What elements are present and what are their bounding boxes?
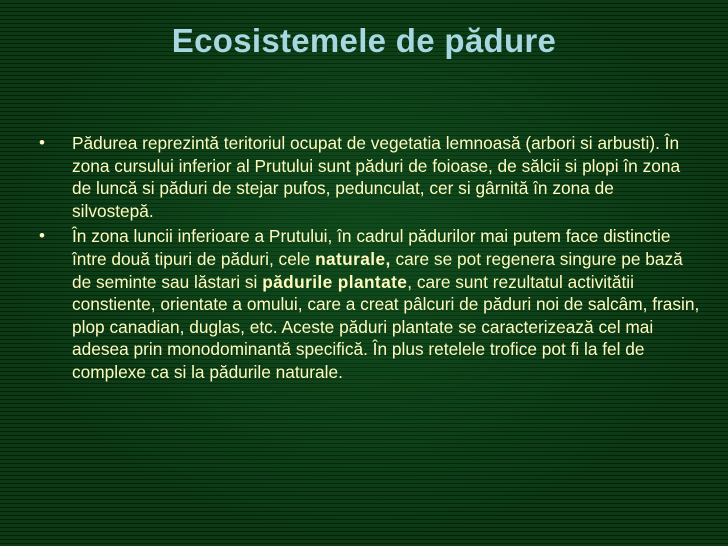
bullet-item-forest-types <box>36 225 700 383</box>
bold-term-planted: pădurile plantate <box>262 271 408 292</box>
bullet-text-part: care se pot regenera singure pe bază de seminte sau lăstari si <box>72 248 683 292</box>
bullet-dot-icon: • <box>39 133 45 152</box>
slide-title: Ecosistemele de pădure <box>171 22 557 59</box>
bullet-dot-icon: • <box>39 226 45 246</box>
bullet-text: Pădurea reprezintă teritoriul ocupat de vegetatia lemnoasă (arbori si arbusti). În zona cursului inferior al Prutului sunt păduri de foioase, de sălcii si plopi în zona de luncă si păduri de stejar pufos, pedunculat, cer si gârnită în zona de silvostepă. <box>72 133 681 221</box>
bold-term-natural: naturale, <box>315 248 391 269</box>
bullet-list <box>36 132 700 387</box>
bullet-item-forest-definition <box>36 132 700 222</box>
bullet-text-part: , care sunt rezultatul activitătii constiente, orientate a omului, care a creat pâlcuri de păduri noi de salcâm, frasin, plop canadian, duglas, etc. Aceste păduri plantate se caracterizează cel mai adesea prin monodominantă specifică. În plus retelele trofice pot fi la fel de complexe ca si la pădurile naturale. <box>72 271 700 382</box>
bullet-text-part: În zona luncii inferioare a Prutului, în cadrul pădurilor mai putem face distinctie între două tipuri de păduri, cele <box>72 226 671 269</box>
